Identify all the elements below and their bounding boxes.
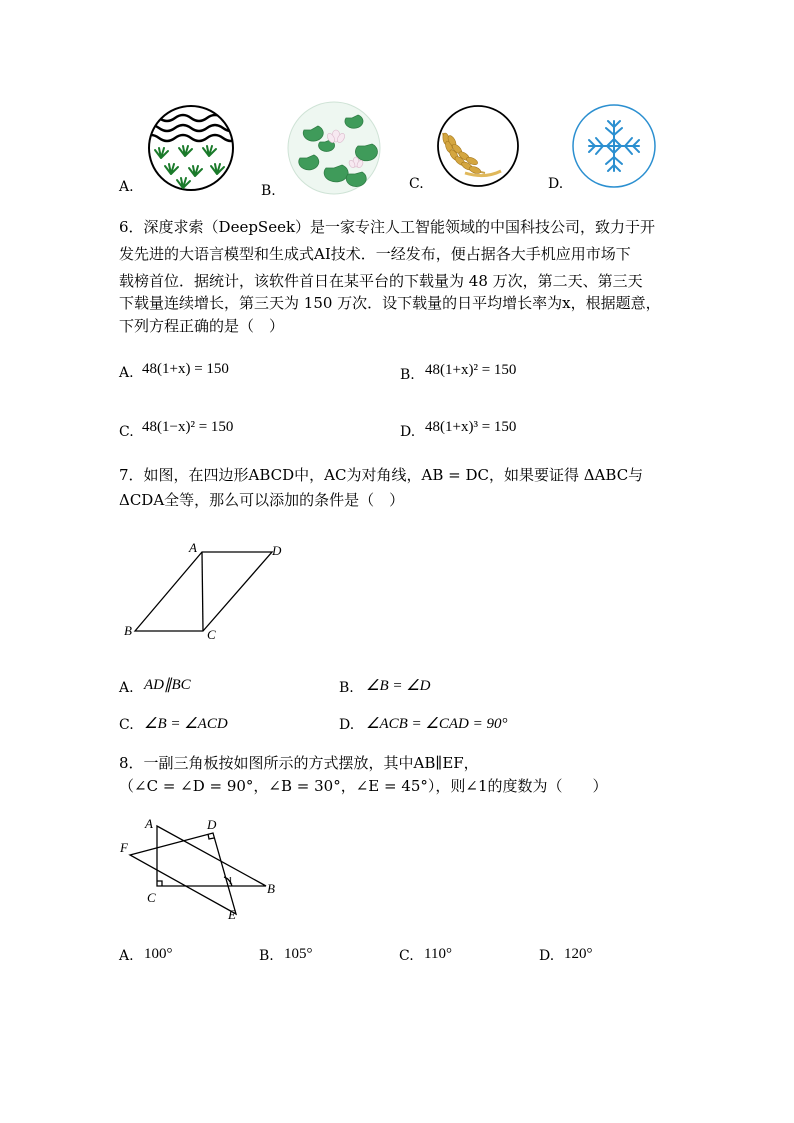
q8-option-c-label: C.: [399, 948, 414, 964]
q7-option-c-label: C.: [119, 717, 134, 733]
q8-option-d-label: D.: [539, 948, 555, 964]
q6-option-d: 48(1+x)³ = 150: [425, 419, 517, 435]
q6-option-a-label: A.: [119, 365, 134, 381]
q8-label-c: C: [147, 890, 156, 905]
q7-line-2: ΔCDA全等，那么可以添加的条件是（ ）: [119, 491, 405, 509]
q8-option-b: 105°: [284, 946, 313, 962]
q7-label-c: C: [207, 627, 216, 642]
q8-line-2: （∠C = ∠D = 90°，∠B = 30°，∠E = 45°），则∠1的度数为（ ）: [119, 777, 608, 795]
q8-option-d: 120°: [564, 946, 593, 962]
snowflake-circle-image: [571, 103, 657, 189]
q8-angle-1-label: 1: [228, 876, 233, 887]
q6-line-5: 下列方程正确的是（ ）: [119, 317, 285, 335]
q7-option-a-label: A.: [119, 680, 134, 696]
q6-option-d-label: D.: [400, 424, 416, 440]
q8-line-1: 8．一副三角板按如图所示的方式摆放，其中AB∥EF，: [119, 754, 479, 772]
q8-label-a: A: [145, 816, 153, 831]
q6-option-c: 48(1−x)² = 150: [142, 419, 234, 435]
q5-option-b-label: B.: [261, 183, 276, 199]
q6-option-a: 48(1+x) = 150: [142, 361, 229, 377]
q7-line-1: 7．如图，在四边形ABCD中，AC为对角线，AB = DC，如果要证得 ΔABC与: [119, 466, 644, 484]
q7-quadrilateral-figure: [118, 538, 290, 644]
q5-option-a-label: A.: [119, 179, 134, 195]
wheat-ear-circle-image: [435, 103, 521, 189]
q5-option-c-label: C.: [409, 176, 424, 192]
q8-option-b-label: B.: [259, 948, 274, 964]
q7-label-a: A: [189, 540, 197, 555]
q6-option-c-label: C.: [119, 424, 134, 440]
q7-option-b-label: B.: [339, 680, 354, 696]
q6-line-2: 发先进的大语言模型和生成式AI技术．一经发布，便占据各大手机应用市场下: [119, 245, 631, 263]
q7-option-c: ∠B = ∠ACD: [144, 716, 228, 732]
q8-triangle-set-figure: [118, 813, 283, 923]
q8-option-c: 110°: [424, 946, 452, 962]
q8-label-d: D: [207, 817, 217, 832]
q7-option-d: ∠ACB = ∠CAD = 90°: [366, 716, 508, 732]
q6-line-3: 载榜首位．据统计，该软件首日在某平台的下载量为 48 万次，第二天、第三天: [119, 272, 643, 290]
q8-option-a-label: A.: [119, 948, 134, 964]
lotus-pond-circle-image: [286, 100, 382, 196]
q6-line-4: 下载量连续增长，第三天为 150 万次．设下载量的日平均增长率为x，根据题意，: [119, 294, 661, 312]
q8-label-f: F: [120, 840, 128, 855]
q7-label-b: B: [124, 623, 132, 638]
q8-label-b: B: [267, 881, 275, 896]
q6-line-1: 6．深度求索（DeepSeek）是一家专注人工智能领域的中国科技公司，致力于开: [119, 218, 656, 236]
q6-option-b-label: B.: [400, 367, 415, 383]
q7-option-d-label: D.: [339, 717, 355, 733]
q6-option-b: 48(1+x)² = 150: [425, 362, 517, 378]
q8-label-e: E: [228, 907, 236, 922]
wave-grass-circle-image: [143, 104, 239, 192]
q7-option-b: ∠B = ∠D: [366, 678, 431, 694]
q8-option-a: 100°: [144, 946, 173, 962]
q5-option-d-label: D.: [548, 176, 564, 192]
q7-label-d: D: [272, 543, 282, 558]
q7-option-a: AD∥BC: [144, 677, 191, 693]
